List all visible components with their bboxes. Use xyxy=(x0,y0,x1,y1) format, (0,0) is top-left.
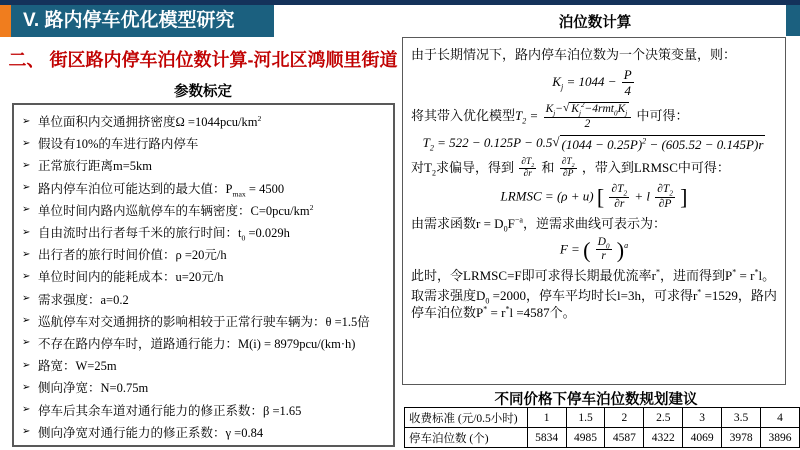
sqrt-expression: √ $K_j^2-4rmt_0K_j$ xyxy=(562,100,628,118)
formula-lrmsc: LRMSC = (ρ + u) [ $\frac{\partial T_2}{\partial r}$ + l $\frac{\partial T_2}{\partial P}$ ] xyxy=(500,183,688,211)
parameter-item xyxy=(22,110,390,132)
price-cell: 3.5 xyxy=(722,408,761,428)
berth-table xyxy=(404,407,800,448)
calculation-panel xyxy=(402,37,786,385)
table-title: 不同价格下停车泊位数规划建议 xyxy=(494,392,698,408)
parameters-panel xyxy=(12,103,395,447)
calc-paragraph-result: 取需求强度$D_0 =2000$，停车平均时长l=3h，可求得r* =1529，路内停车泊位数P* = r*l =4587个。 xyxy=(411,287,777,321)
fraction: $K_j-$ √ $K_j^2-4rmt_0K_j$ 2 xyxy=(544,102,632,132)
price-cell: 3 xyxy=(683,408,722,428)
formula-t2: $T_2 = 522 - 0.125P - 0.5$ √ $(1044 - 0.25P)^2 - (605.52 - 0.145P)r$ xyxy=(422,134,764,153)
arrow-bullet-icon: ➢ xyxy=(22,270,31,282)
left-bracket: [ xyxy=(596,184,605,210)
fraction: $\frac{D_0}{r}$ xyxy=(597,235,610,263)
arrow-bullet-icon: ➢ xyxy=(22,115,31,127)
parameter-item xyxy=(22,132,390,154)
right-accent-block xyxy=(786,5,800,36)
parameter-text: 单位时间内的能耗成本：u=20元/h xyxy=(38,270,224,285)
parameter-item xyxy=(22,265,390,287)
berth-cell: 5834 xyxy=(527,428,566,448)
price-cell: 2 xyxy=(605,408,644,428)
parameter-item xyxy=(22,199,390,221)
parameter-text: 停车后其余车道对通行能力的修正系数：β =1.65 xyxy=(38,403,302,418)
parameter-item xyxy=(22,421,390,443)
parameter-text: 路宽：W=25m xyxy=(38,359,117,374)
formula-kj xyxy=(411,67,777,99)
params-heading: 参数标定 xyxy=(174,84,232,100)
fraction: $\frac{P}{4}$ xyxy=(623,66,632,99)
parameter-item xyxy=(22,398,390,420)
left-paren: ( xyxy=(583,236,591,262)
arrow-bullet-icon: ➢ xyxy=(22,182,31,194)
orange-accent-block xyxy=(0,5,11,37)
parameter-item xyxy=(22,288,390,310)
parameter-item xyxy=(22,177,390,199)
sqrt-expression: √ $(1044 - 0.25P)^2 - (605.52 - 0.145P)r$ xyxy=(552,134,764,153)
calc-paragraph-demand: 由需求函数$r = D_0F^{-a}$，逆需求曲线可表示为： xyxy=(411,215,666,234)
parameter-text: 假设有10%的车进行路内停车 xyxy=(38,137,199,152)
calc-paragraph-substitute: 将其带入优化模型$T_2$ = $K_j-$ √ $K_j^2-4rmt_0K_j$ 2 中可得： xyxy=(411,100,689,130)
price-cell: 1.5 xyxy=(566,408,605,428)
parameter-text: 需求强度：a=0.2 xyxy=(38,292,129,307)
arrow-bullet-icon: ➢ xyxy=(22,426,31,438)
fraction: $\frac{\partial T_2}{\partial P}$ xyxy=(561,156,575,180)
table-row-prices xyxy=(405,408,800,428)
formula-kj-lhs: $K_j = 1044$ − xyxy=(552,73,617,92)
parameter-text: 路内停车泊位可能达到的最大值：$P_{max} = 4500$ xyxy=(38,181,285,199)
parameter-item xyxy=(22,243,390,265)
parameter-text: 侧向净宽对通行能力的修正系数：γ =0.84 xyxy=(38,425,264,440)
radical-icon: √ xyxy=(562,101,570,114)
arrow-bullet-icon: ➢ xyxy=(22,359,31,371)
parameter-text: 不存在路内停车时，道路通行能力：M(i) = 8979pcu/(km·h) xyxy=(38,336,356,351)
parameter-item xyxy=(22,354,390,376)
parameter-text: 正常旅行距离m=5km xyxy=(38,159,152,174)
section-banner xyxy=(11,5,274,37)
right-paren: ) xyxy=(616,236,625,262)
fraction: $\frac{\partial T_2}{\partial r}$ xyxy=(611,183,628,211)
calc-heading: 泊位数计算 xyxy=(558,15,632,31)
calc-paragraph-partial: 对$T_2$求偏导，得到 $\frac{\partial T_2}{\partial r}$ 和 $\frac{\partial T_2}{\partial P}$ ，带入到LRMSC中可得： xyxy=(411,156,730,180)
parameter-text: 出行者的旅行时间价值：ρ =20元/h xyxy=(38,248,227,263)
table-row-berths xyxy=(405,428,800,448)
arrow-bullet-icon: ➢ xyxy=(22,293,31,305)
parameter-text: 单位面积内交通拥挤密度$\Omega =1044pcu/km^2$ xyxy=(38,113,262,130)
price-cell: 4 xyxy=(761,408,800,428)
berth-cell: 4587 xyxy=(605,428,644,448)
arrow-bullet-icon: ➢ xyxy=(22,204,31,216)
parameter-item xyxy=(22,154,390,176)
arrow-bullet-icon: ➢ xyxy=(22,337,31,349)
slide-subtitle: 二、 街区路内停车泊位数计算-河北区鸿顺里街道 xyxy=(8,50,398,70)
fraction: $\frac{\partial T_2}{\partial P}$ xyxy=(657,183,673,211)
berth-cell: 3896 xyxy=(761,428,800,448)
arrow-bullet-icon: ➢ xyxy=(22,137,31,149)
parameter-item xyxy=(22,332,390,354)
radical-icon: √ xyxy=(552,134,560,150)
right-bracket: ] xyxy=(680,184,688,210)
berth-cell: 4322 xyxy=(644,428,683,448)
berth-cell: 4985 xyxy=(566,428,605,448)
price-cell: 1 xyxy=(527,408,566,428)
parameter-text: 侧向净宽：N=0.75m xyxy=(38,381,149,396)
arrow-bullet-icon: ➢ xyxy=(22,315,31,327)
arrow-bullet-icon: ➢ xyxy=(22,226,31,238)
parameter-text: 巡航停车对交通拥挤的影响相较于正常行驶车辆为：θ =1.5倍 xyxy=(38,314,370,329)
exponent: a xyxy=(624,240,629,250)
parameters-list xyxy=(22,110,390,443)
calc-paragraph-optimal: 此时，令LRMSC=F即可求得长期最优流率r*，进而得到P* = r*l。 xyxy=(411,267,776,284)
berth-row-label: 停车泊位数 (个) xyxy=(405,428,528,448)
arrow-bullet-icon: ➢ xyxy=(22,404,31,416)
calc-paragraph-intro: 由于长期情况下，路内停车泊位数为一个决策变量，则： xyxy=(411,47,737,62)
parameter-item xyxy=(22,221,390,243)
price-row-label: 收费标准 (元/0.5小时) xyxy=(405,408,528,428)
price-cell: 2.5 xyxy=(644,408,683,428)
formula-inverse-demand: F = ( $\frac{D_0}{r}$ )$^a$ xyxy=(559,235,629,263)
parameter-text: 单位时间内路内巡航停车的车辆密度：$C=0pcu/km^2$ xyxy=(38,202,314,218)
arrow-bullet-icon: ➢ xyxy=(22,159,31,171)
fraction: $\frac{\partial T_2}{\partial r}$ xyxy=(521,156,535,180)
arrow-bullet-icon: ➢ xyxy=(22,381,31,393)
parameter-item xyxy=(22,310,390,332)
berth-cell: 3978 xyxy=(722,428,761,448)
arrow-bullet-icon: ➢ xyxy=(22,248,31,260)
parameter-item xyxy=(22,376,390,398)
berth-cell: 4069 xyxy=(683,428,722,448)
parameter-text: 自由流时出行者每千米的旅行时间：$t_0 =0.029h$ xyxy=(38,226,290,243)
section-title: V. 路内停车优化模型研究 xyxy=(23,10,235,31)
